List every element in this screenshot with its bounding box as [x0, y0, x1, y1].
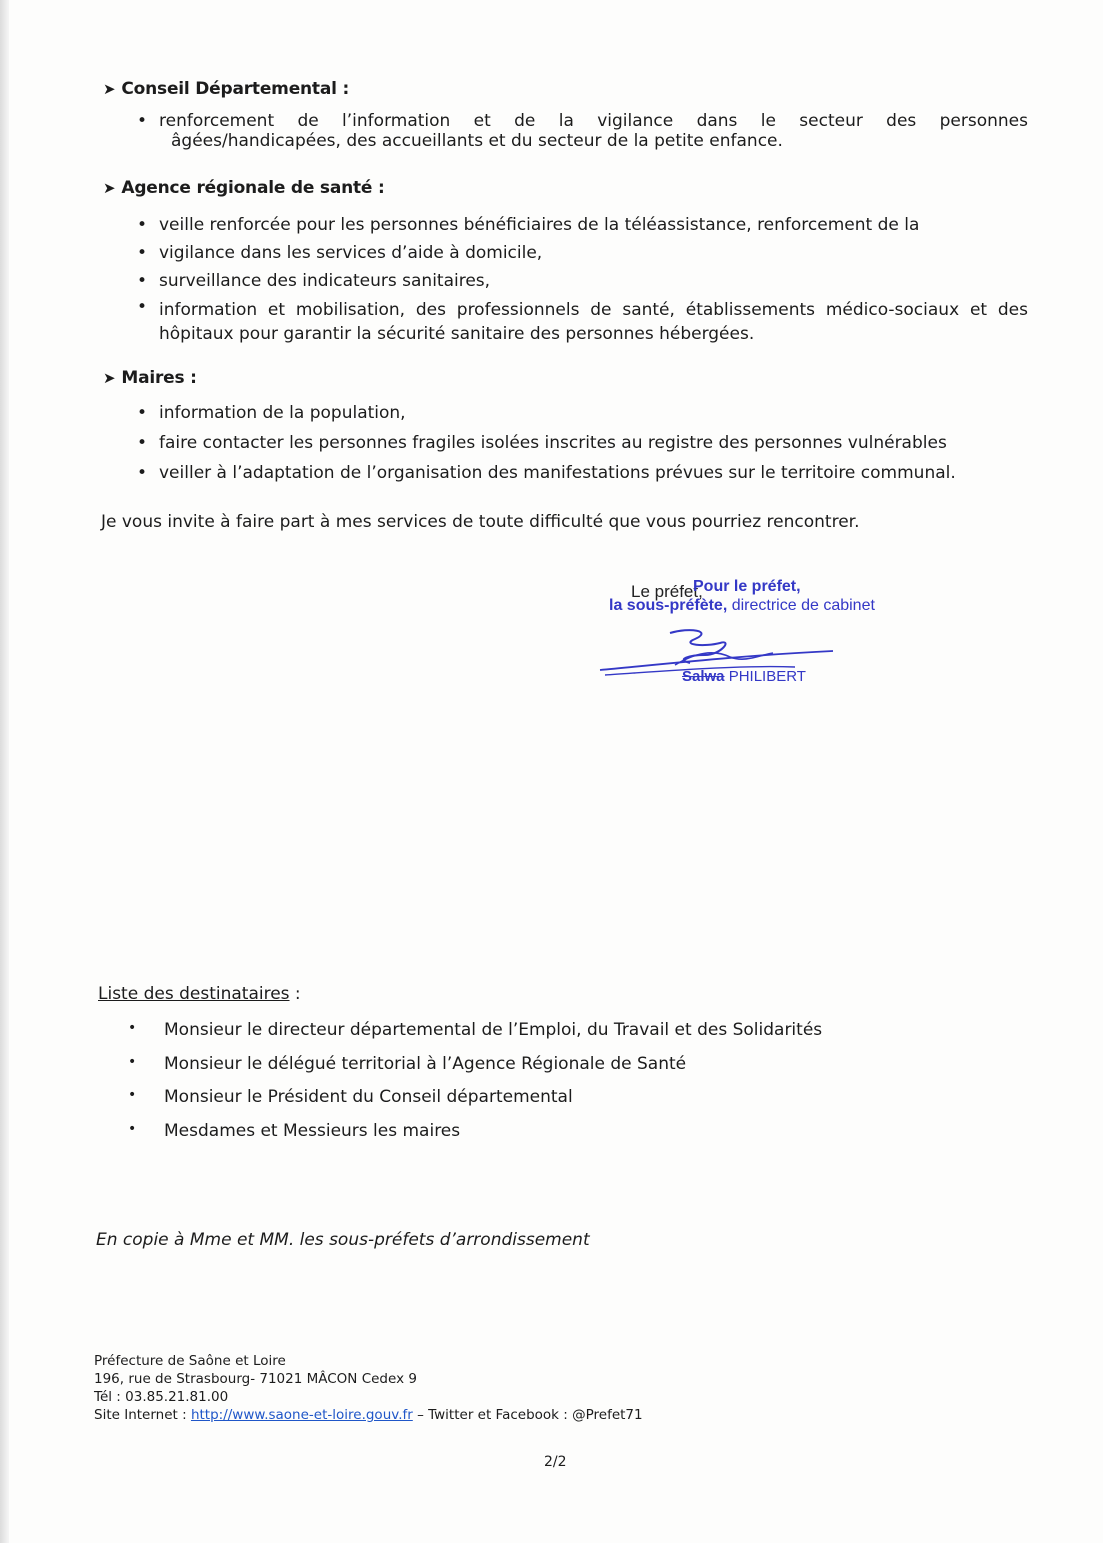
- list-item: [137, 398, 1037, 428]
- stamp-title: directrice de cabinet: [731, 597, 875, 614]
- ars-list: [137, 211, 1028, 346]
- section-title-text: Conseil Départemental :: [121, 79, 350, 99]
- list-item-line: • information et mobilisation, des professionnels de santé, établissements médico-sociaux et des: [159, 300, 1028, 320]
- list-item: [137, 428, 1037, 458]
- stamp-name: [682, 668, 806, 685]
- list-item: [128, 1054, 822, 1088]
- footer-line: 196, rue de Strasbourg- 71021 MÂCON Cedex 9: [94, 1371, 417, 1387]
- arrow-bullet-icon: ➤: [103, 179, 116, 197]
- footer-line: [94, 1406, 643, 1424]
- recipient: Mesdames et Messieurs les maires: [164, 1120, 461, 1141]
- list-item: [137, 239, 1028, 267]
- recipient: Monsieur le Président du Conseil départemental: [164, 1087, 573, 1107]
- list-item: [137, 267, 1028, 295]
- list-item: [137, 458, 1037, 488]
- footer-line: Tél : 03.85.21.81.00: [94, 1389, 229, 1405]
- section-title-maires: [103, 368, 197, 388]
- page-number: 2/2: [544, 1454, 567, 1470]
- list-item: [137, 111, 1028, 151]
- list-item: [137, 211, 1028, 239]
- section-title-text: Agence régionale de santé :: [121, 178, 385, 198]
- scan-edge: [0, 0, 9, 1543]
- footer-line: Préfecture de Saône et Loire: [94, 1353, 286, 1369]
- list-item: [128, 1020, 822, 1054]
- list-item: [137, 295, 1028, 346]
- list-item-line: surveillance des indicateurs sanitaires,: [159, 271, 491, 291]
- list-item-line: âgées/handicapées, des accueillants et du secteur de la petite enfance.: [171, 131, 783, 151]
- stamp-role: la sous-préfète,: [609, 597, 728, 614]
- stamp-last-name: PHILIBERT: [728, 668, 806, 685]
- conseil-list: [137, 111, 1028, 151]
- footer-social: – Twitter et Facebook : @Prefet71: [412, 1407, 643, 1423]
- stamp-line-2: [609, 597, 875, 615]
- section-title-ars: [103, 178, 385, 198]
- recipients-list: [128, 1020, 822, 1154]
- recipient: Monsieur le délégué territorial à l’Agence Régionale de Santé: [164, 1053, 687, 1074]
- recipients-title: [98, 984, 301, 1004]
- list-item-line: information de la population,: [159, 403, 406, 423]
- recipients-title-text: Liste des destinataires: [98, 984, 290, 1004]
- copy-note: En copie à Mme et MM. les sous-préfets d’arrondissement: [96, 1230, 590, 1250]
- list-item-line: faire contacter les personnes fragiles isolées inscrites au registre des personnes vulnérables: [159, 433, 947, 453]
- closing-paragraph: Je vous invite à faire part à mes services de toute difficulté que vous pourriez rencontrer.: [101, 512, 860, 532]
- list-item-line: veiller à l’adaptation de l’organisation des manifestations prévues sur le territoire communal.: [159, 463, 956, 483]
- website-link[interactable]: http://www.saone-et-loire.gouv.fr: [190, 1407, 413, 1423]
- stamp-first-name: Salwa: [682, 668, 725, 685]
- arrow-bullet-icon: ➤: [103, 80, 116, 98]
- stamp-line-1: Pour le préfet,: [693, 578, 801, 595]
- list-item: [128, 1087, 822, 1121]
- arrow-bullet-icon: ➤: [103, 369, 116, 387]
- list-item-line: • renforcement de l’information et de la vigilance dans le secteur des personnes: [159, 111, 1028, 131]
- recipient: Monsieur le directeur départemental de l’Emploi, du Travail et des Solidarités: [164, 1020, 823, 1040]
- section-title-text: Maires :: [121, 368, 197, 388]
- section-title-conseil: [103, 79, 349, 99]
- footer-site-label: Site Internet :: [94, 1407, 191, 1423]
- footer-address: [94, 1352, 643, 1424]
- list-item-line: hôpitaux pour garantir la sécurité sanitaire des personnes hébergées.: [159, 324, 755, 344]
- list-item-line: veille renforcée pour les personnes bénéficiaires de la téléassistance, renforcement de la: [159, 215, 920, 235]
- list-item: [128, 1121, 822, 1155]
- signature-printed-line: Le préfet,: [631, 582, 703, 601]
- recipients-title-suffix: :: [289, 984, 301, 1004]
- list-item-line: vigilance dans les services d’aide à domicile,: [159, 243, 543, 263]
- maires-list: [137, 398, 1037, 488]
